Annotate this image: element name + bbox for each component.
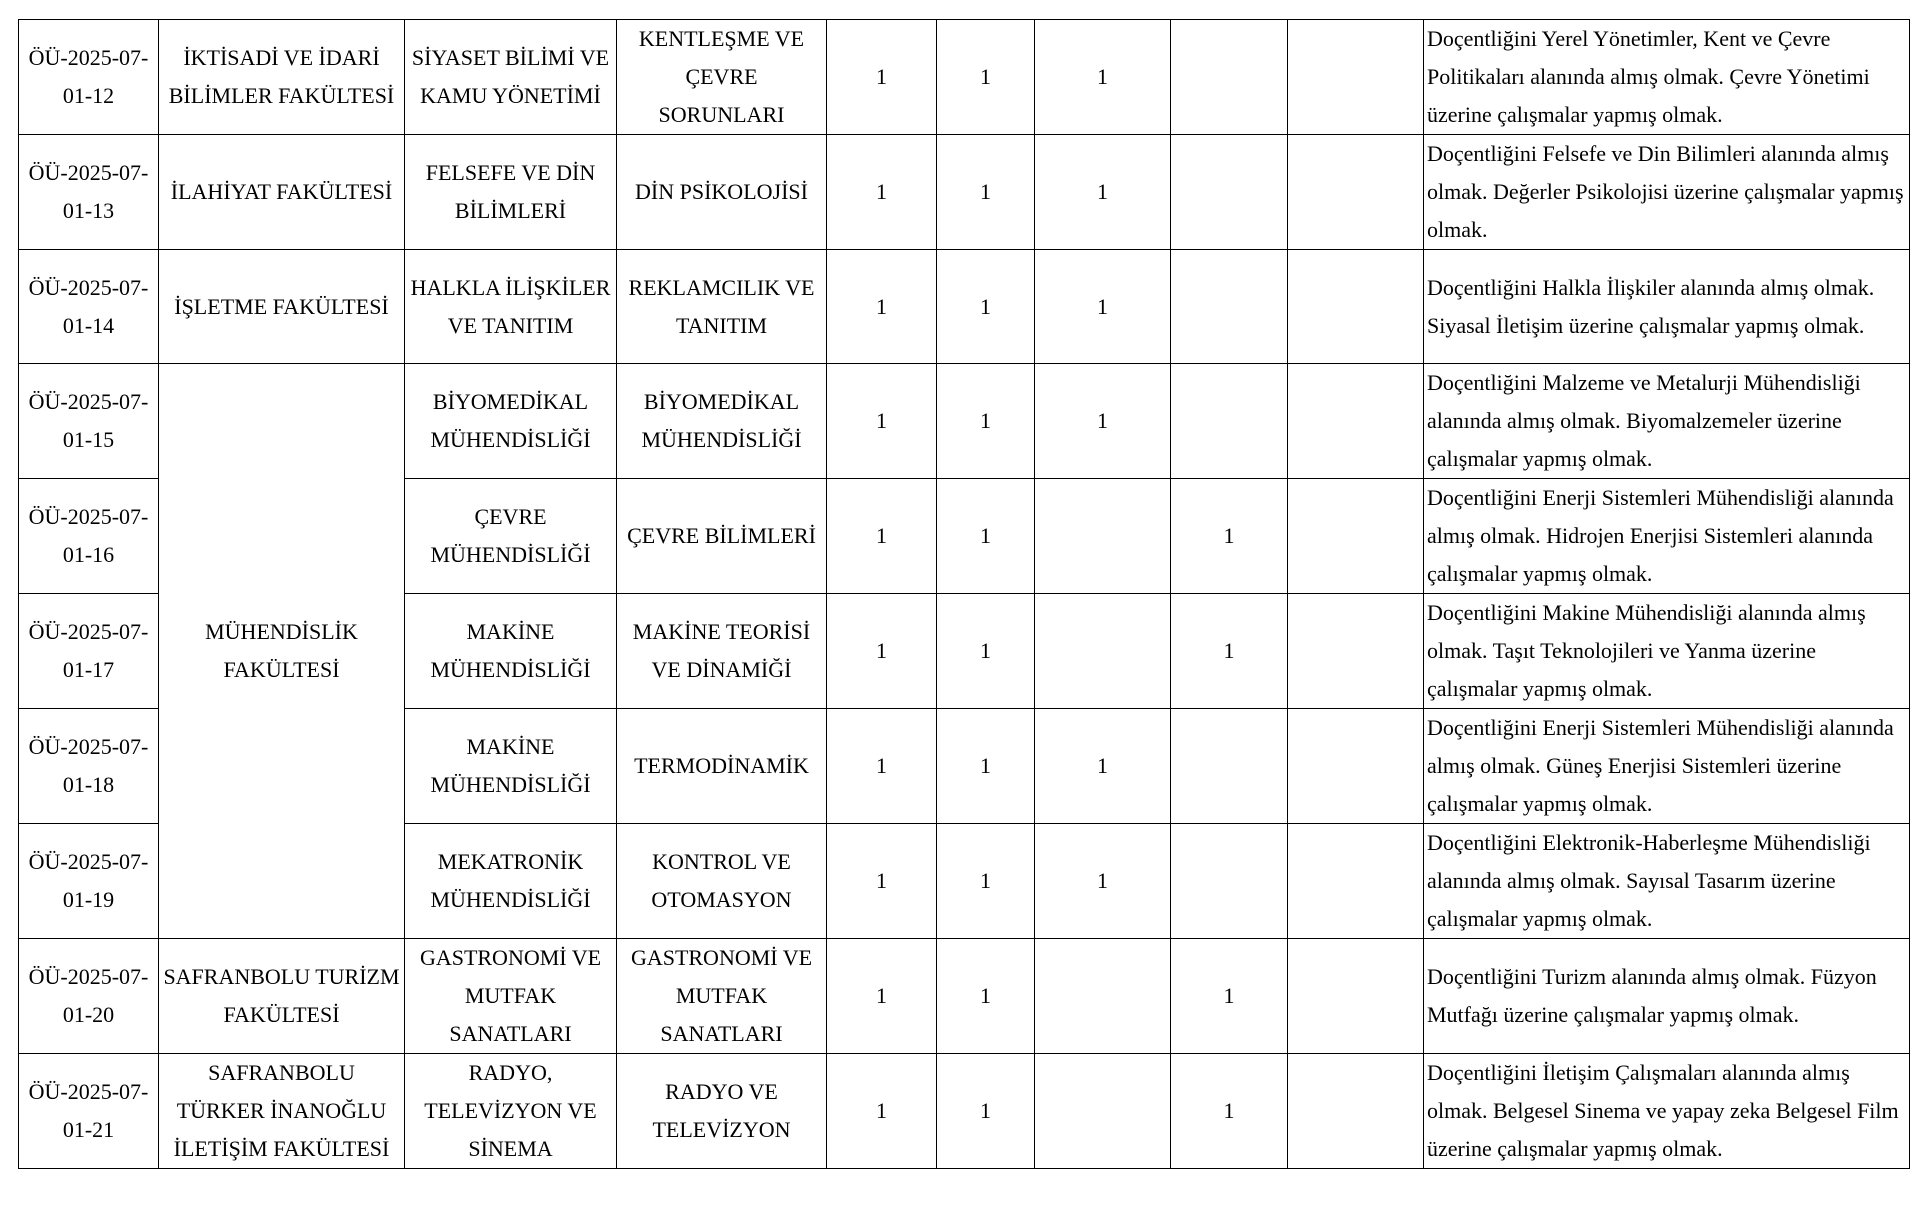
count-cell [1035,1054,1171,1169]
field-name: BİYOMEDİKAL MÜHENDİSLİĞİ [617,364,827,479]
faculty-name: MÜHENDİSLİK FAKÜLTESİ [159,364,405,939]
department-name: HALKLA İLİŞKİLER VE TANITIM [405,250,617,364]
count-cell [1288,824,1424,939]
count-cell: 1 [827,364,937,479]
position-code: ÖÜ-2025-07-01-19 [19,824,159,939]
department-name: MAKİNE MÜHENDİSLİĞİ [405,594,617,709]
position-code: ÖÜ-2025-07-01-20 [19,939,159,1054]
table-row [19,20,1910,135]
table-row [19,135,1910,250]
count-cell: 1 [937,20,1035,135]
count-cell: 1 [1035,364,1171,479]
count-cell: 1 [827,20,937,135]
department-name: MAKİNE MÜHENDİSLİĞİ [405,709,617,824]
count-cell: 1 [827,1054,937,1169]
faculty-name: SAFRANBOLU TURİZM FAKÜLTESİ [159,939,405,1054]
count-cell: 1 [1035,20,1171,135]
count-cell [1288,1054,1424,1169]
count-cell: 1 [937,364,1035,479]
table-row [19,364,1910,479]
count-cell [1288,364,1424,479]
count-cell [1288,479,1424,594]
department-name: SİYASET BİLİMİ VE KAMU YÖNETİMİ [405,20,617,135]
faculty-name: İLAHİYAT FAKÜLTESİ [159,135,405,250]
position-code: ÖÜ-2025-07-01-17 [19,594,159,709]
count-cell [1288,250,1424,364]
faculty-name: İŞLETME FAKÜLTESİ [159,250,405,364]
count-cell: 1 [1035,135,1171,250]
department-name: ÇEVRE MÜHENDİSLİĞİ [405,479,617,594]
count-cell [1288,594,1424,709]
count-cell: 1 [1171,1054,1288,1169]
count-cell: 1 [827,939,937,1054]
requirement-text: Doçentliğini Enerji Sistemleri Mühendisliği alanında almış olmak. Hidrojen Enerjisi Sistemleri alanında çalışmalar yapmış olmak. [1424,479,1910,594]
count-cell [1035,594,1171,709]
count-cell: 1 [937,594,1035,709]
department-name: BİYOMEDİKAL MÜHENDİSLİĞİ [405,364,617,479]
requirement-text: Doçentliğini Halkla İlişkiler alanında almış olmak. Siyasal İletişim üzerine çalışmalar yapmış olmak. [1424,250,1910,364]
count-cell [1171,364,1288,479]
count-cell [1171,135,1288,250]
count-cell [1288,135,1424,250]
requirement-text: Doçentliğini Malzeme ve Metalurji Mühendisliği alanında almış olmak. Biyomalzemeler üzerine çalışmalar yapmış olmak. [1424,364,1910,479]
count-cell: 1 [827,250,937,364]
count-cell [1171,824,1288,939]
count-cell: 1 [937,824,1035,939]
field-name: KONTROL VE OTOMASYON [617,824,827,939]
department-name: RADYO, TELEVİZYON VE SİNEMA [405,1054,617,1169]
count-cell: 1 [827,824,937,939]
field-name: DİN PSİKOLOJİSİ [617,135,827,250]
field-name: ÇEVRE BİLİMLERİ [617,479,827,594]
requirement-text: Doçentliğini Yerel Yönetimler, Kent ve Çevre Politikaları alanında almış olmak. Çevre Yönetimi üzerine çalışmalar yapmış olmak. [1424,20,1910,135]
count-cell [1171,250,1288,364]
field-name: MAKİNE TEORİSİ VE DİNAMİĞİ [617,594,827,709]
requirement-text: Doçentliğini İletişim Çalışmaları alanında almış olmak. Belgesel Sinema ve yapay zeka Belgesel Film üzerine çalışmalar yapmış olmak. [1424,1054,1910,1169]
count-cell [1288,939,1424,1054]
position-code: ÖÜ-2025-07-01-14 [19,250,159,364]
field-name: REKLAMCILIK VE TANITIM [617,250,827,364]
field-name: KENTLEŞME VE ÇEVRE SORUNLARI [617,20,827,135]
requirement-text: Doçentliğini Enerji Sistemleri Mühendisliği alanında almış olmak. Güneş Enerjisi Sistemleri üzerine çalışmalar yapmış olmak. [1424,709,1910,824]
table-row [19,250,1910,364]
department-name: MEKATRONİK MÜHENDİSLİĞİ [405,824,617,939]
count-cell: 1 [1035,250,1171,364]
positions-table [18,19,1910,1169]
position-code: ÖÜ-2025-07-01-13 [19,135,159,250]
field-name: RADYO VE TELEVİZYON [617,1054,827,1169]
count-cell: 1 [827,709,937,824]
count-cell: 1 [937,250,1035,364]
requirement-text: Doçentliğini Turizm alanında almış olmak. Füzyon Mutfağı üzerine çalışmalar yapmış olmak. [1424,939,1910,1054]
position-code: ÖÜ-2025-07-01-15 [19,364,159,479]
department-name: GASTRONOMİ VE MUTFAK SANATLARI [405,939,617,1054]
count-cell: 1 [1171,479,1288,594]
count-cell [1035,939,1171,1054]
position-code: ÖÜ-2025-07-01-16 [19,479,159,594]
count-cell: 1 [937,479,1035,594]
count-cell: 1 [1035,824,1171,939]
count-cell: 1 [1171,939,1288,1054]
faculty-name: SAFRANBOLU TÜRKER İNANOĞLU İLETİŞİM FAKÜLTESİ [159,1054,405,1169]
count-cell: 1 [827,479,937,594]
count-cell: 1 [937,939,1035,1054]
count-cell [1288,20,1424,135]
count-cell [1035,479,1171,594]
table-row [19,939,1910,1054]
position-code: ÖÜ-2025-07-01-18 [19,709,159,824]
position-code: ÖÜ-2025-07-01-12 [19,20,159,135]
count-cell: 1 [827,594,937,709]
field-name: GASTRONOMİ VE MUTFAK SANATLARI [617,939,827,1054]
position-code: ÖÜ-2025-07-01-21 [19,1054,159,1169]
count-cell: 1 [937,1054,1035,1169]
count-cell: 1 [1171,594,1288,709]
count-cell: 1 [937,709,1035,824]
count-cell: 1 [1035,709,1171,824]
count-cell [1171,20,1288,135]
requirement-text: Doçentliğini Makine Mühendisliği alanında almış olmak. Taşıt Teknolojileri ve Yanma üzerine çalışmalar yapmış olmak. [1424,594,1910,709]
count-cell: 1 [937,135,1035,250]
requirement-text: Doçentliğini Felsefe ve Din Bilimleri alanında almış olmak. Değerler Psikolojisi üzerine çalışmalar yapmış olmak. [1424,135,1910,250]
faculty-name: İKTİSADİ VE İDARİ BİLİMLER FAKÜLTESİ [159,20,405,135]
count-cell [1288,709,1424,824]
field-name: TERMODİNAMİK [617,709,827,824]
requirement-text: Doçentliğini Elektronik-Haberleşme Mühendisliği alanında almış olmak. Sayısal Tasarım üzerine çalışmalar yapmış olmak. [1424,824,1910,939]
count-cell: 1 [827,135,937,250]
department-name: FELSEFE VE DİN BİLİMLERİ [405,135,617,250]
count-cell [1171,709,1288,824]
table-row [19,1054,1910,1169]
